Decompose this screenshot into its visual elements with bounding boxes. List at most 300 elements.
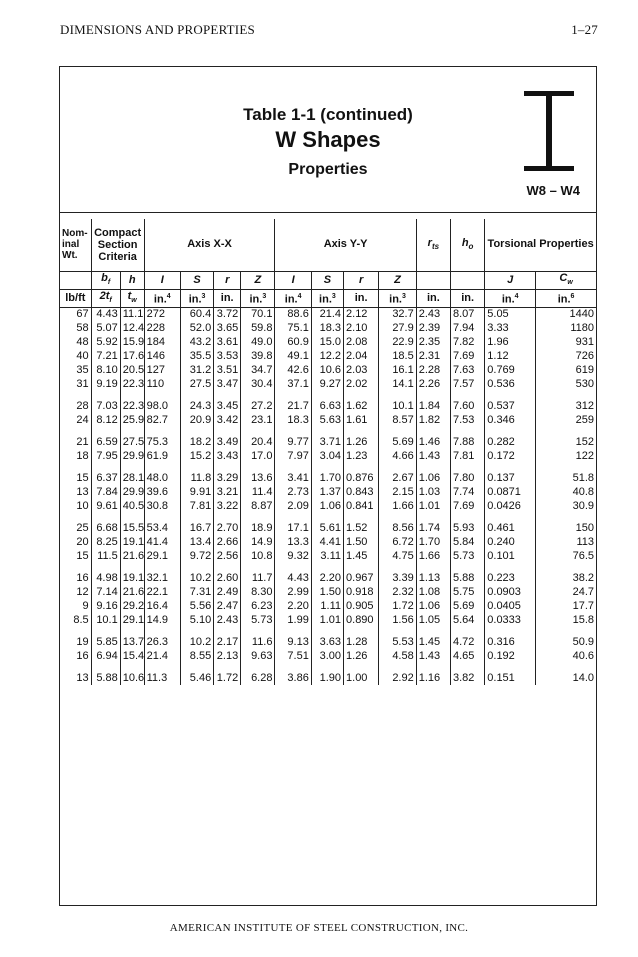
table-cell: 27.5 [180,377,213,391]
table-cell: 1.06 [416,471,450,485]
table-cell: 3.33 [485,321,536,335]
table-cell: 0.346 [485,413,536,427]
table-cell: 27.9 [379,321,416,335]
sub-h: h [120,271,144,289]
table-cell: 5.05 [485,307,536,321]
table-cell: 12.4 [120,321,144,335]
table-cell: 9.13 [275,635,311,649]
header-ho: $h_o$ [451,219,485,271]
table-cell: 75.1 [275,321,311,335]
table-cell: 1.66 [416,549,450,563]
table-cell: 39.8 [241,349,275,363]
header-torsional: Torsional Properties [485,219,596,271]
table-cell: 10.2 [180,571,213,585]
table-row [60,349,596,363]
table-row [60,635,596,649]
table-cell: 9.32 [275,549,311,563]
table-cell: 228 [144,321,180,335]
table-cell: 3.65 [214,321,241,335]
header-axis-y: Axis Y-Y [275,219,416,271]
table-cell: 7.21 [91,349,120,363]
table-cell: 35.5 [180,349,213,363]
table-row [60,377,596,391]
table-row [60,363,596,377]
table-cell: 6.37 [91,471,120,485]
sub-cw: $C_w$ [536,271,596,289]
table-cell: 21.6 [120,549,144,563]
unit-j: in.$^4$ [485,289,536,307]
table-cell: 7.88 [451,435,485,449]
table-cell: 3.04 [311,449,343,463]
table-cell: 70.1 [241,307,275,321]
table-row [60,671,596,685]
table-cell: 18.3 [275,413,311,427]
table-cell: 29.1 [120,613,144,627]
table-row [60,399,596,413]
table-cell: 4.72 [451,635,485,649]
table-subtitle: Properties [288,161,368,178]
table-cell: 7.80 [451,471,485,485]
table-cell: 0.172 [485,449,536,463]
table-cell: 18.3 [311,321,343,335]
table-cell: 5.56 [180,599,213,613]
table-cell: 5.88 [451,571,485,585]
group-spacer [60,463,596,471]
table-cell: 1.26 [344,435,379,449]
table-cell: 21 [76,435,89,448]
table-cell: 49.1 [275,349,311,363]
table-caption: Table 1-1 (continued) [243,105,413,124]
table-cell: 48 [76,335,89,348]
table-cell: 6.68 [91,521,120,535]
table-cell: 3.72 [214,307,241,321]
table-cell: 7.94 [451,321,485,335]
table-cell: 19.1 [120,535,144,549]
table-cell: 2.32 [379,585,416,599]
table-cell: 2.12 [344,307,379,321]
table-cell: 11.1 [120,307,144,321]
table-row [60,521,596,535]
table-cell: 5.63 [311,413,343,427]
table-cell: 3.82 [451,671,485,685]
table-cell: 2.67 [379,471,416,485]
table-cell: 7.03 [91,399,120,413]
unit-lbft: lb/ft [60,289,91,307]
table-cell: 0.918 [344,585,379,599]
table-cell: 152 [536,435,596,449]
table-cell: 6.72 [379,535,416,549]
table-cell: 0.0903 [485,585,536,599]
table-cell: 11.5 [91,549,120,563]
table-cell: 20.4 [241,435,275,449]
table-cell: 1.43 [416,649,450,663]
table-cell: 2.03 [344,363,379,377]
table-cell: 24 [76,413,89,426]
table-cell: 0.537 [485,399,536,413]
table-cell: 4.43 [275,571,311,585]
table-cell: 1.82 [416,413,450,427]
header-rts: $r_{ts}$ [416,219,450,271]
table-cell: 14.9 [241,535,275,549]
table-cell: 7.97 [275,449,311,463]
table-cell: 23.1 [241,413,275,427]
unit-zy: in.$^3$ [379,289,416,307]
table-cell: 8.55 [180,649,213,663]
table-cell: 3.86 [275,671,311,685]
table-cell: 59.8 [241,321,275,335]
table-cell: 22.3 [120,377,144,391]
table-cell: 3.22 [214,499,241,513]
table-cell: 5.92 [91,335,120,349]
table-cell: 26.3 [144,635,180,649]
table-cell: 6.59 [91,435,120,449]
table-cell: 18 [76,449,89,462]
table-cell: 76.5 [536,549,596,563]
table-cell: 4.75 [379,549,416,563]
divider [60,212,596,213]
table-cell: 2.49 [214,585,241,599]
table-cell: 15.2 [180,449,213,463]
table-cell: 8.56 [379,521,416,535]
table-cell: 11.8 [180,471,213,485]
table-cell: 1.72 [214,671,241,685]
table-cell: 27.2 [241,399,275,413]
table-cell: 2.70 [214,521,241,535]
table-cell: 3.00 [311,649,343,663]
table-cell: 60.9 [275,335,311,349]
table-cell: 50.9 [536,635,596,649]
table-cell: 5.73 [451,549,485,563]
sub-bf: $b_f$ [91,271,120,289]
table-cell: 25.9 [120,413,144,427]
table-cell: 4.58 [379,649,416,663]
table-cell: 29.2 [120,599,144,613]
table-cell: 22.9 [379,335,416,349]
table-cell: 7.69 [451,499,485,513]
table-cell: 1.12 [485,349,536,363]
table-cell: 13 [76,485,89,498]
table-cell: 6.94 [91,649,120,663]
table-cell: 13.4 [180,535,213,549]
table-cell: 11.6 [241,635,275,649]
table-cell: 22.3 [120,399,144,413]
sub-zx: Z [241,271,275,289]
table-cell: 9.72 [180,549,213,563]
table-row [60,599,596,613]
table-cell: 4.41 [311,535,343,549]
table-cell: 0.151 [485,671,536,685]
table-cell: 4.43 [91,307,120,321]
unit-ho: in. [451,289,485,307]
table-cell: 9.77 [275,435,311,449]
table-cell: 13.3 [275,535,311,549]
header-axis-x: Axis X-X [144,219,275,271]
table-row [60,335,596,349]
table-row [60,435,596,449]
table-cell: 18.5 [379,349,416,363]
table-cell: 67 [76,308,89,321]
header-nominal-weight: Nom- inal Wt. [62,228,88,262]
table-cell: 5.10 [180,613,213,627]
table-cell: 16 [76,571,89,584]
table-cell: 2.99 [275,585,311,599]
table-cell: 5.93 [451,521,485,535]
group-spacer [60,663,596,671]
table-cell: 32.7 [379,307,416,321]
table-cell: 8.07 [451,307,485,321]
table-row [60,649,596,663]
table-cell: 9.61 [91,499,120,513]
table-row [60,413,596,427]
table-cell: 259 [536,413,596,427]
table-cell: 3.43 [214,449,241,463]
table-cell: 20.5 [120,363,144,377]
table-cell: 15.9 [120,335,144,349]
unit-2tf: $2t_f$ [91,289,120,307]
table-cell: 1.37 [311,485,343,499]
table-cell: 2.28 [416,363,450,377]
table-cell: 3.51 [214,363,241,377]
table-cell: 10.1 [379,399,416,413]
table-cell: 18.9 [241,521,275,535]
table-cell: 2.39 [416,321,450,335]
table-cell: 12.2 [311,349,343,363]
table-row [60,535,596,549]
table-cell: 17.1 [275,521,311,535]
table-cell: 1.01 [416,499,450,513]
table-cell: 146 [144,349,180,363]
table-cell: 88.6 [275,307,311,321]
table-cell: 32.1 [144,571,180,585]
table-cell: 29.9 [120,485,144,499]
sub-rx: r [214,271,241,289]
table-cell: 2.92 [379,671,416,685]
table-cell: 40.8 [536,485,596,499]
table-cell: 8.12 [91,413,120,427]
sub-sx: S [180,271,213,289]
table-cell: 35 [76,363,89,376]
table-cell: 1.01 [311,613,343,627]
table-row [60,471,596,485]
group-spacer [60,391,596,399]
table-cell: 3.29 [214,471,241,485]
table-cell: 20.9 [180,413,213,427]
table-cell: 2.47 [214,599,241,613]
table-cell: 2.73 [275,485,311,499]
table-cell: 1.62 [344,399,379,413]
table-cell: 530 [536,377,596,391]
table-cell: 6.63 [311,399,343,413]
table-cell: 7.31 [180,585,213,599]
table-cell: 15.0 [311,335,343,349]
table-cell: 82.7 [144,413,180,427]
table-cell: 10.1 [91,613,120,627]
table-cell: 9.63 [241,649,275,663]
table-cell: 34.7 [241,363,275,377]
table-cell: 14.1 [379,377,416,391]
table-cell: 8.30 [241,585,275,599]
table-cell: 24.7 [536,585,596,599]
table-cell: 24.3 [180,399,213,413]
table-cell: 3.45 [214,399,241,413]
unit-sx: in.$^3$ [180,289,213,307]
table-cell: 1.66 [379,499,416,513]
table-cell: 0.192 [485,649,536,663]
table-cell: 6.28 [241,671,275,685]
table-cell: 75.3 [144,435,180,449]
table-cell: 0.137 [485,471,536,485]
table-cell: 1.26 [344,649,379,663]
header-compact-section: Compact Section Criteria [91,219,144,271]
table-cell: 2.56 [214,549,241,563]
table-cell: 28.1 [120,471,144,485]
sub-j: J [485,271,536,289]
table-cell: 3.71 [311,435,343,449]
table-cell: 1.03 [416,485,450,499]
table-cell: 2.17 [214,635,241,649]
table-cell: 10 [76,499,89,512]
table-cell: 3.53 [214,349,241,363]
table-cell: 9 [82,599,89,612]
table-cell: 5.07 [91,321,120,335]
table-cell: 3.39 [379,571,416,585]
table-cell: 1.84 [416,399,450,413]
table-cell: 17.6 [120,349,144,363]
table-cell: 27.5 [120,435,144,449]
table-cell: 6.23 [241,599,275,613]
table-frame [59,66,597,906]
table-cell: 15.5 [120,521,144,535]
table-cell: 17.7 [536,599,596,613]
table-cell: 28 [76,399,89,412]
table-cell: 13.6 [241,471,275,485]
table-cell: 5.88 [91,671,120,685]
table-cell: 30.4 [241,377,275,391]
table-row [60,485,596,499]
shape-range: W8 – W4 [526,183,580,198]
table-cell: 40 [76,349,89,362]
table-cell: 9.27 [311,377,343,391]
table-cell: 19.1 [120,571,144,585]
table-cell: 0.461 [485,521,536,535]
table-row [60,549,596,563]
table-cell: 53.4 [144,521,180,535]
table-cell: 1.50 [344,535,379,549]
table-cell: 0.890 [344,613,379,627]
table-cell: 58 [76,321,89,334]
table-cell: 3.11 [311,549,343,563]
table-cell: 7.57 [451,377,485,391]
table-cell: 10.2 [180,635,213,649]
table-cell: 1.70 [416,535,450,549]
table-cell: 7.14 [91,585,120,599]
table-cell: 21.4 [144,649,180,663]
table-cell: 1.74 [416,521,450,535]
table-cell: 184 [144,335,180,349]
table-cell: 8.87 [241,499,275,513]
table-cell: 0.536 [485,377,536,391]
table-cell: 1.56 [379,613,416,627]
title-block [60,67,596,217]
table-cell: 2.66 [214,535,241,549]
table-cell: 3.63 [311,635,343,649]
table-cell: 51.8 [536,471,596,485]
table-cell: 1.05 [416,613,450,627]
footer-publisher: AMERICAN INSTITUTE OF STEEL CONSTRUCTION, INC. [169,922,469,934]
table-cell: 1.72 [379,599,416,613]
table-cell: 1.52 [344,521,379,535]
table-cell: 2.43 [214,613,241,627]
table-cell: 11.7 [241,571,275,585]
table-cell: 11.4 [241,485,275,499]
table-cell: 1.45 [416,635,450,649]
table-cell: 1.45 [344,549,379,563]
table-cell: 29.9 [120,449,144,463]
table-cell: 8.5 [73,613,89,626]
table-cell: 13.7 [120,635,144,649]
table-cell: 0.316 [485,635,536,649]
table-cell: 41.4 [144,535,180,549]
table-cell: 7.51 [275,649,311,663]
table-cell: 10.8 [241,549,275,563]
table-cell: 1180 [536,321,596,335]
table-cell: 3.42 [214,413,241,427]
sub-ry: r [344,271,379,289]
table-cell: 19 [76,635,89,648]
table-cell: 38.2 [536,571,596,585]
table-cell: 2.43 [416,307,450,321]
table-cell: 5.53 [379,635,416,649]
table-cell: 1.00 [344,671,379,685]
table-cell: 12 [76,585,89,598]
table-cell: 29.1 [144,549,180,563]
table-cell: 1.28 [344,635,379,649]
table-cell: 2.02 [344,377,379,391]
table-cell: 15 [76,549,89,562]
table-cell: 30.8 [144,499,180,513]
table-cell: 0.967 [344,571,379,585]
table-cell: 2.13 [214,649,241,663]
table-row [60,613,596,627]
table-cell: 40.6 [536,649,596,663]
table-cell: 0.905 [344,599,379,613]
running-header-title: DIMENSIONS AND PROPERTIES [60,22,255,37]
table-cell: 42.6 [275,363,311,377]
table-cell: 2.31 [416,349,450,363]
table-cell: 14.0 [536,671,596,685]
table-cell: 7.63 [451,363,485,377]
table-cell: 11.3 [144,671,180,685]
table-cell: 1.90 [311,671,343,685]
table-cell: 43.2 [180,335,213,349]
unit-cw: in.$^6$ [536,289,596,307]
table-cell: 619 [536,363,596,377]
table-cell: 0.769 [485,363,536,377]
table-row [60,449,596,463]
table-cell: 4.98 [91,571,120,585]
table-cell: 2.26 [416,377,450,391]
table-cell: 1.61 [344,413,379,427]
table-cell: 0.0333 [485,613,536,627]
table-cell: 37.1 [275,377,311,391]
unit-rx: in. [214,289,241,307]
table-cell: 5.85 [91,635,120,649]
table-cell: 1.99 [275,613,311,627]
table-cell: 40.5 [120,499,144,513]
unit-sy: in.$^3$ [311,289,343,307]
table-cell: 15.8 [536,613,596,627]
table-cell: 18.2 [180,435,213,449]
